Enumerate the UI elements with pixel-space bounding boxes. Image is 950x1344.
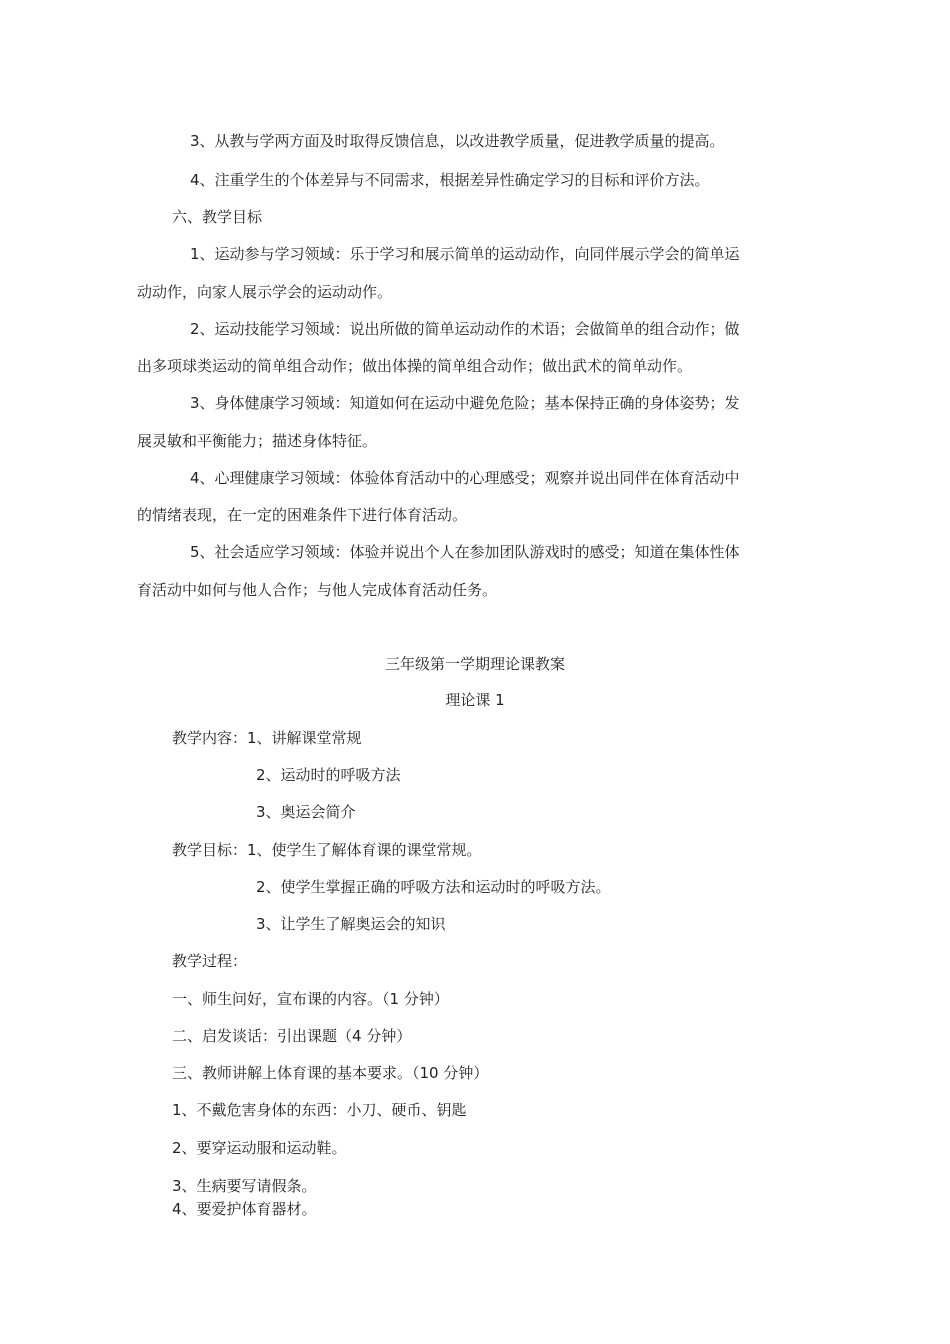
paragraph-individual-differences: 4、注重学生的个体差异与不同需求，根据差异性确定学习的目标和评价方法。	[190, 171, 710, 189]
goal-1-line-1: 1、运动参与学习领域：乐于学习和展示简单的运动动作，向同伴展示学会的简单运	[190, 245, 740, 263]
goal-4-line-2: 的情绪表现，在一定的困难条件下进行体育活动。	[137, 506, 468, 524]
goal-3-line-2: 展灵敏和平衡能力；描述身体特征。	[137, 432, 378, 450]
teaching-goal-item-2: 2、使学生掌握正确的呼吸方法和运动时的呼吸方法。	[256, 878, 611, 896]
teaching-content-item-3: 3、奥运会简介	[256, 803, 356, 821]
process-step-3: 三、教师讲解上体育课的基本要求。（10 分钟）	[172, 1064, 489, 1082]
process-step-1: 一、师生问好，宣布课的内容。（1 分钟）	[172, 990, 449, 1008]
goal-3-line-1: 3、身体健康学习领域：知道如何在运动中避免危险；基本保持正确的身体姿势；发	[190, 394, 740, 412]
requirement-1: 1、不戴危害身体的东西：小刀、硬币、钥匙	[172, 1101, 467, 1119]
teaching-goal-item-3: 3、让学生了解奥运会的知识	[256, 915, 446, 933]
process-step-2: 二、启发谈话：引出课题（4 分钟）	[172, 1027, 412, 1045]
goal-2-line-2: 出多项球类运动的简单组合动作；做出体操的简单组合动作；做出武术的简单动作。	[137, 357, 693, 375]
goal-4-line-1: 4、心理健康学习领域：体验体育活动中的心理感受；观察并说出同伴在体育活动中	[190, 469, 740, 487]
lesson-plan-title: 三年级第一学期理论课教案	[384, 655, 565, 673]
requirement-2: 2、要穿运动服和运动鞋。	[172, 1139, 347, 1157]
teaching-goal-label: 教学目标：1、使学生了解体育课的课堂常规。	[172, 841, 482, 859]
requirement-3: 3、生病要写请假条。	[172, 1177, 317, 1195]
section-heading-teaching-goals: 六、教学目标	[172, 208, 263, 226]
goal-5-line-2: 育活动中如何与他人合作；与他人完成体育活动任务。	[137, 581, 498, 599]
teaching-process-label: 教学过程：	[172, 952, 248, 970]
teaching-content-label: 教学内容：1、讲解课堂常规	[172, 729, 362, 747]
teaching-content-item-2: 2、运动时的呼吸方法	[256, 766, 401, 784]
lesson-plan-subtitle: 理论课 1	[445, 691, 505, 709]
goal-2-line-1: 2、运动技能学习领域：说出所做的简单运动动作的术语；会做简单的组合动作；做	[190, 320, 740, 338]
paragraph-feedback: 3、从教与学两方面及时取得反馈信息，以改进教学质量，促进教学质量的提高。	[190, 132, 725, 150]
requirement-4: 4、要爱护体育器材。	[172, 1200, 317, 1218]
goal-1-line-2: 动动作，向家人展示学会的运动动作。	[137, 283, 393, 301]
goal-5-line-1: 5、社会适应学习领域：体验并说出个人在参加团队游戏时的感受；知道在集体性体	[190, 543, 740, 561]
